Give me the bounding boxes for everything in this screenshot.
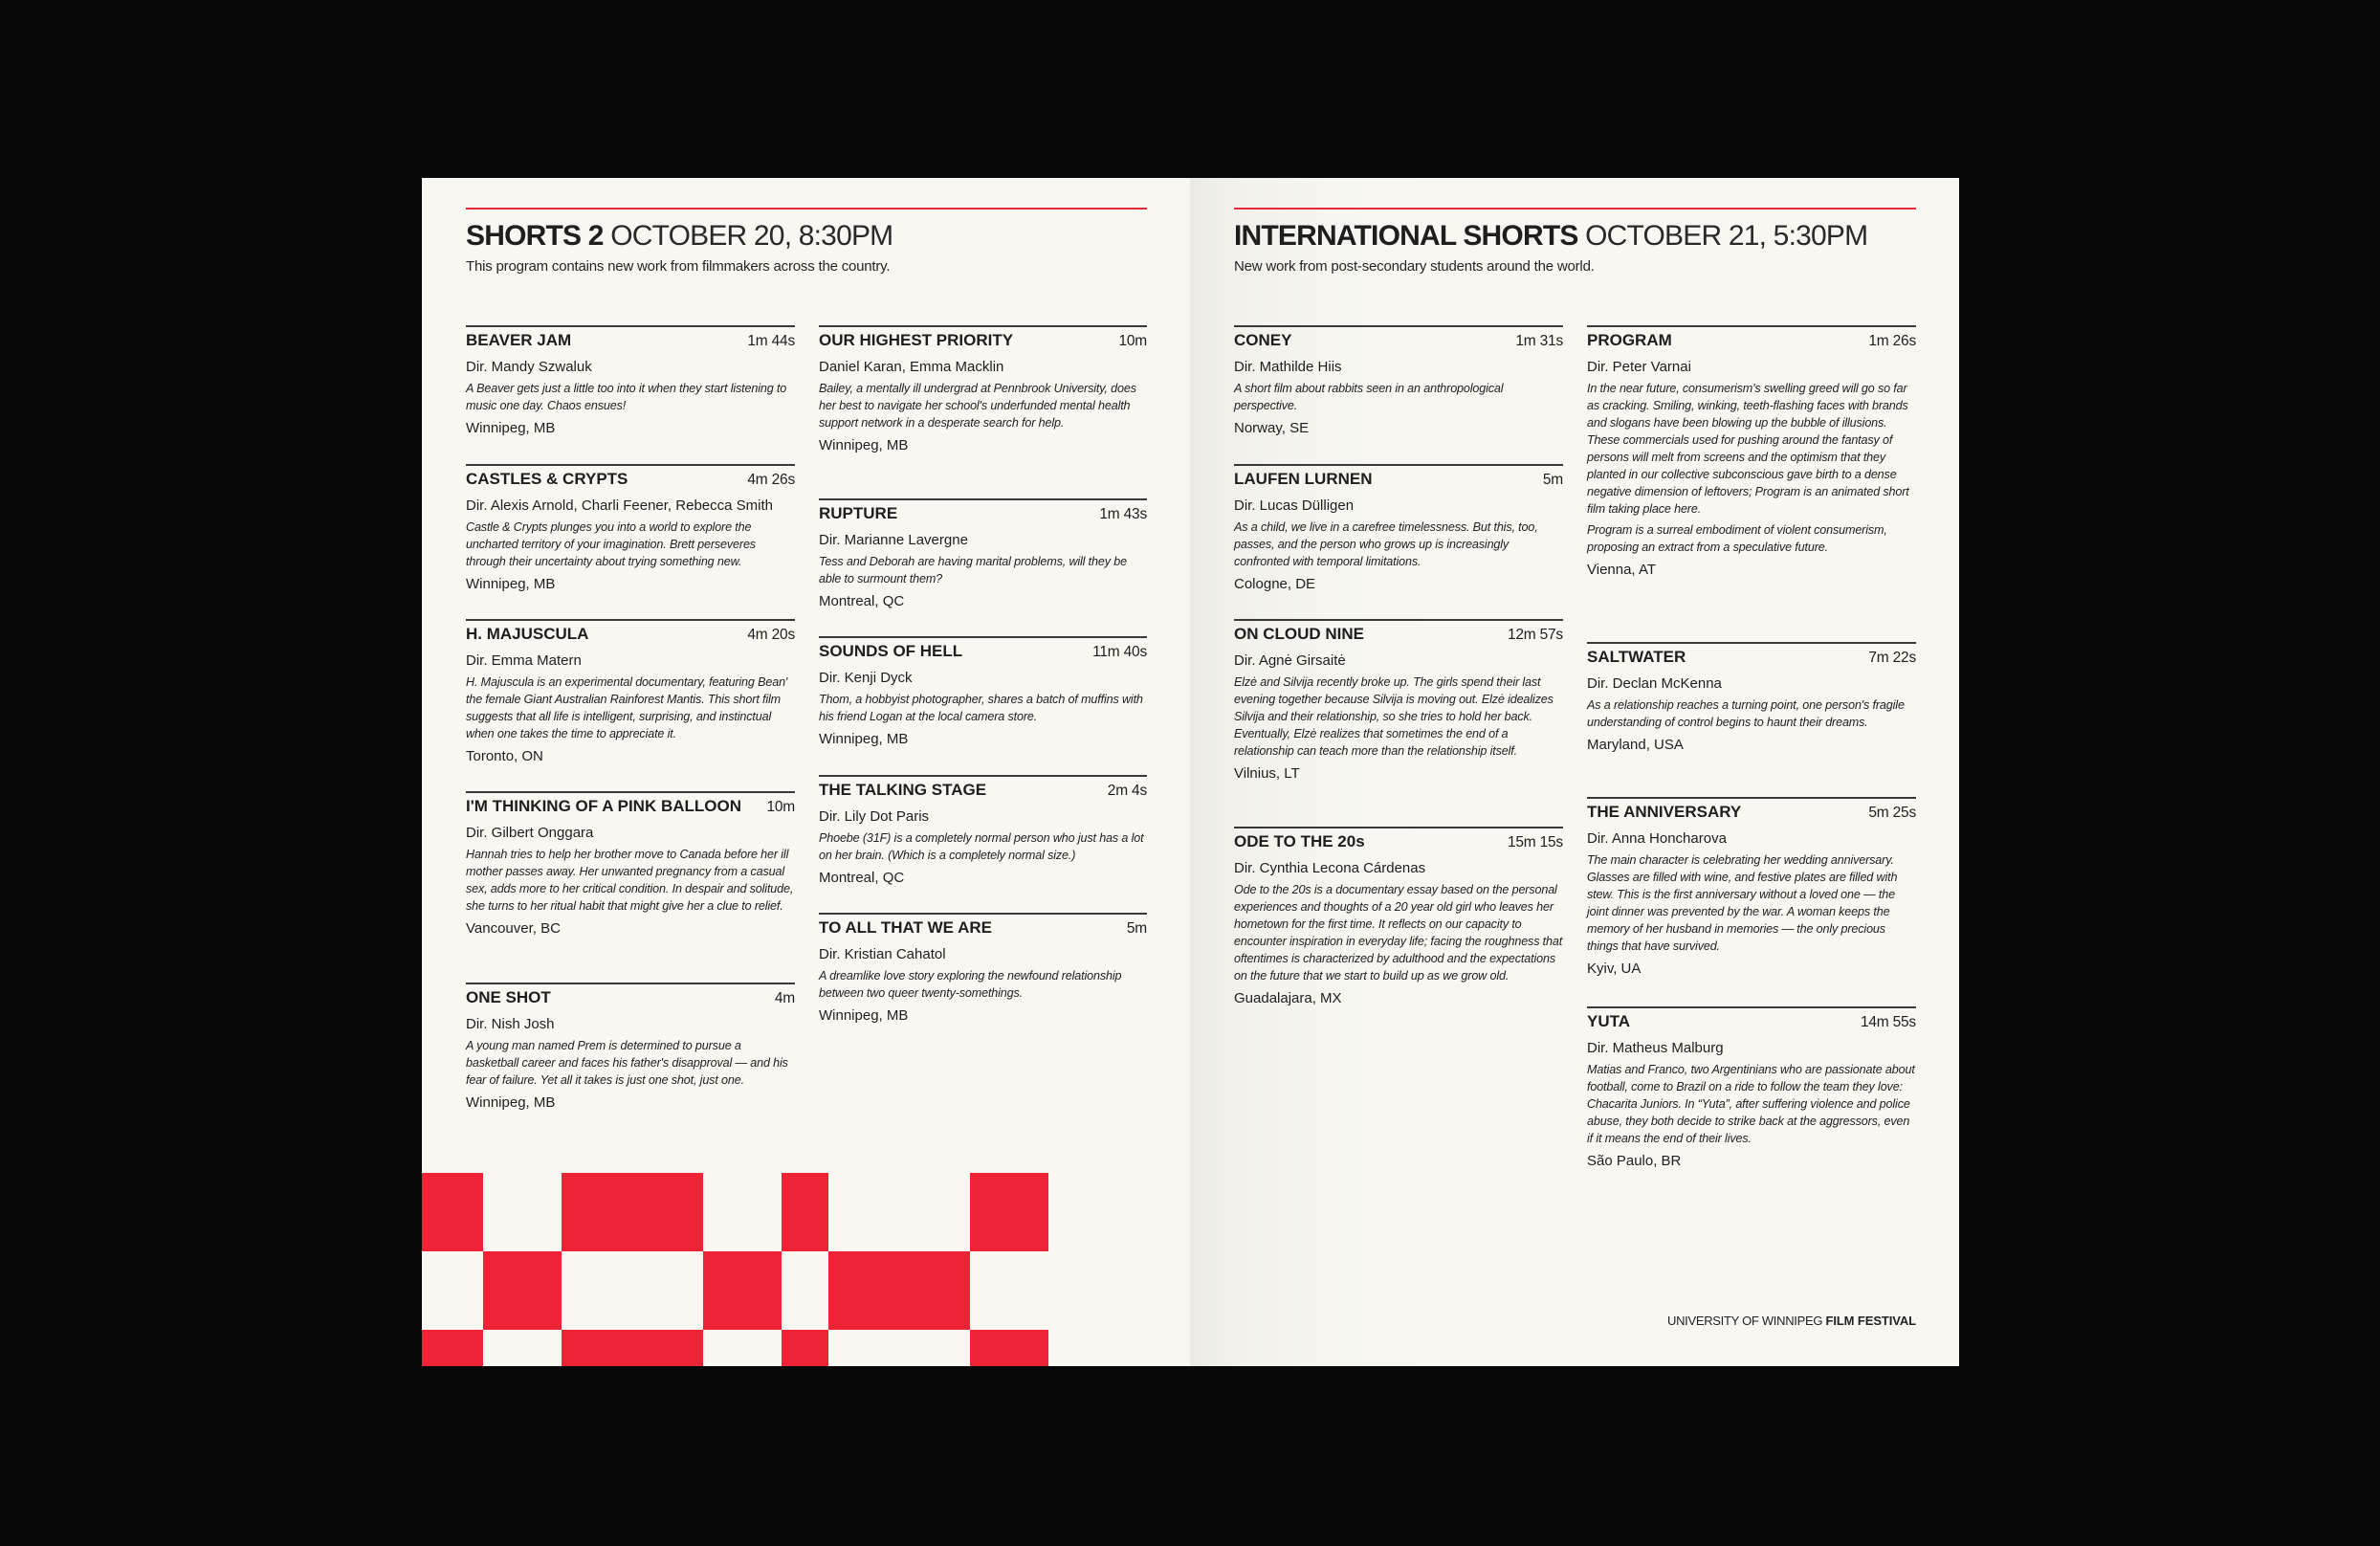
film-location: Winnipeg, MB xyxy=(819,437,909,453)
film-header-row xyxy=(819,781,1147,802)
red-rule xyxy=(1234,208,1916,210)
film-description xyxy=(466,519,795,570)
film-header-row xyxy=(466,797,795,818)
program-name: SHORTS 2 xyxy=(466,220,604,252)
film-duration: 10m xyxy=(1118,333,1147,349)
film-description xyxy=(1234,881,1563,984)
film-description-paragraph: A short film about rabbits seen in an anthropological perspective. xyxy=(1234,382,1504,412)
film-description xyxy=(1234,380,1563,414)
film-duration: 4m xyxy=(774,990,795,1006)
film-title: THE ANNIVERSARY xyxy=(1587,803,1742,821)
program-title xyxy=(1234,219,1867,254)
checker-pattern xyxy=(422,1173,1048,1366)
checker-cell xyxy=(828,1251,970,1330)
program-name: INTERNATIONAL SHORTS xyxy=(1234,220,1578,252)
film-entry-the-anniversary xyxy=(1587,797,1916,979)
right-page xyxy=(1190,178,1959,1366)
film-location: Winnipeg, MB xyxy=(466,576,556,592)
film-director: Dir. Mandy Szwaluk xyxy=(466,359,592,375)
film-title: H. MAJUSCULA xyxy=(466,625,589,643)
film-location: Winnipeg, MB xyxy=(466,420,556,436)
film-director: Dir. Matheus Malburg xyxy=(1587,1040,1724,1056)
film-entry-i-m-thinking-of-a-pink-balloon xyxy=(466,791,795,939)
checker-cell xyxy=(782,1173,828,1251)
film-entry-to-all-that-we-are xyxy=(819,913,1147,1026)
film-director: Dir. Mathilde Hiis xyxy=(1234,359,1342,375)
checker-cell xyxy=(970,1173,1048,1251)
film-description xyxy=(1234,519,1563,570)
film-description xyxy=(466,846,795,915)
film-description-paragraph: Bailey, a mentally ill undergrad at Pennbrook University, does her best to navigate her school's underfunded mental health support network in a desperate search for help. xyxy=(819,382,1136,430)
film-duration: 2m 4s xyxy=(1107,783,1147,799)
film-director: Dir. Marianne Lavergne xyxy=(819,532,968,548)
film-location: São Paulo, BR xyxy=(1587,1153,1682,1169)
film-director: Dir. Peter Varnai xyxy=(1587,359,1691,375)
film-title: I'M THINKING OF A PINK BALLOON xyxy=(466,797,741,815)
film-header-row xyxy=(819,918,1147,939)
film-header-row xyxy=(1587,1012,1916,1033)
film-title: YUTA xyxy=(1587,1012,1631,1030)
film-description xyxy=(819,691,1147,725)
film-duration: 1m 31s xyxy=(1515,333,1563,349)
film-description-paragraph: A young man named Prem is determined to pursue a basketball career and faces his father's disapproval — and his fear of failure. Yet all it takes is just one shot, just one. xyxy=(466,1039,788,1087)
film-title: CASTLES & CRYPTS xyxy=(466,470,628,488)
film-location: Cologne, DE xyxy=(1234,576,1316,592)
red-rule xyxy=(466,208,1147,210)
film-header-row xyxy=(1587,803,1916,824)
film-title: CONEY xyxy=(1234,331,1292,349)
film-location: Winnipeg, MB xyxy=(819,1007,909,1024)
film-director: Dir. Lily Dot Paris xyxy=(819,808,930,825)
film-title: BEAVER JAM xyxy=(466,331,572,349)
film-duration: 10m xyxy=(766,799,795,815)
film-entry-ode-to-the-20s xyxy=(1234,827,1563,1008)
film-entry-sounds-of-hell xyxy=(819,636,1147,749)
film-duration: 1m 26s xyxy=(1868,333,1916,349)
film-header-row xyxy=(466,470,795,491)
film-duration: 15m 15s xyxy=(1507,834,1563,850)
film-entry-castles-crypts xyxy=(466,464,795,594)
footer-emphasis: FILM FESTIVAL xyxy=(1825,1314,1916,1328)
checker-cell xyxy=(562,1173,703,1251)
film-duration: 12m 57s xyxy=(1507,627,1563,643)
checker-cell xyxy=(422,1173,483,1251)
film-entry-beaver-jam xyxy=(466,325,795,438)
film-header-row xyxy=(1234,331,1563,352)
film-title: SOUNDS OF HELL xyxy=(819,642,963,660)
film-title: TO ALL THAT WE ARE xyxy=(819,918,993,937)
checker-cell xyxy=(970,1330,1048,1366)
film-duration: 5m xyxy=(1126,920,1147,937)
film-description-paragraph: Matias and Franco, two Argentinians who are passionate about football, come to Brazil on a ride to follow the team they love: Chacarita Juniors. In “Yuta”, after suffering violence and police abuse, they both decide to strike back at the aggressors, even if it means the end of their lives. xyxy=(1587,1063,1915,1145)
film-duration: 4m 26s xyxy=(747,472,795,488)
checker-cell xyxy=(483,1251,562,1330)
film-header-row xyxy=(466,988,795,1009)
film-location: Vienna, AT xyxy=(1587,562,1656,578)
film-title: THE TALKING STAGE xyxy=(819,781,987,799)
film-description-paragraph: Phoebe (31F) is a completely normal person who just has a lot on her brain. (Which is a completely normal size.) xyxy=(819,831,1144,862)
film-director: Daniel Karan, Emma Macklin xyxy=(819,359,1004,375)
checker-cell xyxy=(422,1330,483,1366)
left-page xyxy=(422,178,1190,1366)
footer-prefix: UNIVERSITY OF WINNIPEG xyxy=(1666,1314,1823,1328)
film-header-row xyxy=(466,331,795,352)
film-description xyxy=(819,829,1147,864)
film-description-paragraph: Ode to the 20s is a documentary essay based on the personal experiences and thoughts of a 20 year old girl who leaves her hometown for the first time. It reflects on our capacity to encounter inspiration in everyday life; facing the roughness that oftentimes is characterized by adulthood and the expectations on the future that we start to build up as we grow old. xyxy=(1234,883,1563,983)
film-header-row xyxy=(819,331,1147,352)
film-director: Dir. Kenji Dyck xyxy=(819,670,913,686)
film-location: Toronto, ON xyxy=(466,748,543,764)
program-title xyxy=(466,219,892,254)
film-duration: 4m 20s xyxy=(747,627,795,643)
film-description-paragraph: A dreamlike love story exploring the newfound relationship between two queer twenty-somethings. xyxy=(819,969,1122,1000)
film-location: Winnipeg, MB xyxy=(819,731,909,747)
film-title: ONE SHOT xyxy=(466,988,551,1006)
film-entry-our-highest-priority xyxy=(819,325,1147,455)
film-entry-yuta xyxy=(1587,1006,1916,1171)
film-header-row xyxy=(1234,832,1563,853)
film-title: PROGRAM xyxy=(1587,331,1672,349)
film-duration: 7m 22s xyxy=(1868,650,1916,666)
film-location: Montreal, QC xyxy=(819,870,905,886)
film-description-paragraph: Castle & Crypts plunges you into a world to explore the uncharted territory of your imagination. Brett perseveres through their uncertainty about trying something new. xyxy=(466,520,756,568)
film-entry-the-talking-stage xyxy=(819,775,1147,888)
film-entry-on-cloud-nine xyxy=(1234,619,1563,784)
film-duration: 14m 55s xyxy=(1860,1014,1916,1030)
film-entry-h-majuscula xyxy=(466,619,795,766)
film-description xyxy=(466,1037,795,1089)
film-location: Winnipeg, MB xyxy=(466,1094,556,1111)
film-description-paragraph: A Beaver gets just a little too into it when they start listening to music one day. Chaos ensues! xyxy=(466,382,787,412)
film-location: Guadalajara, MX xyxy=(1234,990,1342,1006)
film-description-paragraph: Thom, a hobbyist photographer, shares a batch of muffins with his friend Logan at the local camera store. xyxy=(819,693,1143,723)
film-entry-saltwater xyxy=(1587,642,1916,755)
checker-cell xyxy=(562,1330,703,1366)
film-director: Dir. Kristian Cahatol xyxy=(819,946,946,962)
film-duration: 1m 43s xyxy=(1099,506,1147,522)
film-duration: 5m xyxy=(1542,472,1563,488)
film-entry-one-shot xyxy=(466,983,795,1113)
film-header-row xyxy=(1234,470,1563,491)
film-entry-laufen-lurnen xyxy=(1234,464,1563,594)
film-title: OUR HIGHEST PRIORITY xyxy=(819,331,1014,349)
film-description xyxy=(1587,380,1916,556)
film-description-paragraph: In the near future, consumerism's swelling greed will go so far as cracking. Smiling, winking, teeth-flashing faces with brands and slogans have been blowing up the bubble of illusions. These commercials used for pushing around the fantasy of persons will melt from screens and the optimism that they planted in our collective subconscious gave birth to a dense negative dimension of leftovers; Program is an animated short film taking place here. xyxy=(1587,382,1909,516)
film-duration: 5m 25s xyxy=(1868,805,1916,821)
film-director: Dir. Nish Josh xyxy=(466,1016,555,1032)
film-location: Kyiv, UA xyxy=(1587,961,1642,977)
film-header-row xyxy=(819,642,1147,663)
film-description xyxy=(466,674,795,742)
festival-footer xyxy=(1667,1314,1916,1328)
film-description xyxy=(1587,851,1916,955)
checker-cell xyxy=(703,1251,782,1330)
film-description xyxy=(1587,696,1916,731)
film-description xyxy=(466,380,795,414)
film-entry-rupture xyxy=(819,498,1147,611)
film-entry-program xyxy=(1587,325,1916,580)
film-title: ODE TO THE 20s xyxy=(1234,832,1365,850)
film-director: Dir. Anna Honcharova xyxy=(1587,830,1727,847)
film-description-paragraph: Elzė and Silvija recently broke up. The girls spend their last evening together because Silvija is moving out. Elzė idealizes Silvija and their relationship, so she tries to hold her back. Eventually, Elzė realizes that sometimes the end of a relationship can teach more than the relationship itself. xyxy=(1234,675,1554,758)
film-entry-coney xyxy=(1234,325,1563,438)
film-location: Montreal, QC xyxy=(819,593,905,609)
film-title: LAUFEN LURNEN xyxy=(1234,470,1373,488)
film-title: ON CLOUD NINE xyxy=(1234,625,1364,643)
film-location: Maryland, USA xyxy=(1587,737,1684,753)
film-location: Norway, SE xyxy=(1234,420,1310,436)
film-location: Vilnius, LT xyxy=(1234,765,1300,782)
film-description-paragraph: As a child, we live in a carefree timelessness. But this, too, passes, and the person who grows up is increasingly confronted with temporal limitations. xyxy=(1234,520,1538,568)
program-datetime: OCTOBER 21, 5:30PM xyxy=(1585,220,1868,252)
film-title: SALTWATER xyxy=(1587,648,1686,666)
film-director: Dir. Declan McKenna xyxy=(1587,675,1722,692)
program-datetime: OCTOBER 20, 8:30PM xyxy=(610,220,893,252)
film-description xyxy=(1587,1061,1916,1147)
film-director: Dir. Gilbert Onggara xyxy=(466,825,594,841)
film-director: Dir. Cynthia Lecona Cárdenas xyxy=(1234,860,1426,876)
film-header-row xyxy=(1234,625,1563,646)
film-header-row xyxy=(819,504,1147,525)
film-description-paragraph: As a relationship reaches a turning point, one person's fragile understanding of control begins to haunt their dreams. xyxy=(1587,698,1905,729)
film-description xyxy=(1234,674,1563,760)
film-director: Dir. Lucas Dülligen xyxy=(1234,497,1355,514)
film-description-paragraph: Tess and Deborah are having marital problems, will they be able to surmount them? xyxy=(819,555,1127,585)
film-description xyxy=(819,380,1147,431)
film-description-paragraph: Hannah tries to help her brother move to Canada before her ill mother passes away. Her unwanted pregnancy from a casual sex, adds more to her critical condition. In despair and solitude, she turns to her ritual habit that might give her a clue to relief. xyxy=(466,848,794,913)
film-director: Dir. Agnė Girsaitė xyxy=(1234,652,1346,669)
film-description xyxy=(819,553,1147,587)
film-director: Dir. Emma Matern xyxy=(466,652,582,669)
film-description xyxy=(819,967,1147,1002)
film-title: RUPTURE xyxy=(819,504,898,522)
film-director: Dir. Alexis Arnold, Charli Feener, Rebecca Smith xyxy=(466,497,773,514)
program-description: This program contains new work from filmmakers across the country. xyxy=(466,258,891,275)
program-description: New work from post-secondary students around the world. xyxy=(1234,258,1595,275)
film-description-paragraph: The main character is celebrating her wedding anniversary. Glasses are filled with wine, and festive plates are filled with stew. This is the first anniversary without a loved one — the joint dinner was prevented by the war. A woman keeps the memory of her husband in memories — the only precious things that have survived. xyxy=(1587,853,1898,953)
film-header-row xyxy=(1587,331,1916,352)
checker-cell xyxy=(782,1330,828,1366)
film-description-paragraph: Program is a surreal embodiment of violent consumerism, proposing an extract from a speculative future. xyxy=(1587,523,1887,554)
film-header-row xyxy=(466,625,795,646)
film-location: Vancouver, BC xyxy=(466,920,561,937)
film-duration: 1m 44s xyxy=(747,333,795,349)
film-description-paragraph: H. Majuscula is an experimental documentary, featuring Bean' the female Giant Australian Rainforest Mantis. This short film suggests that all life is intelligent, surprising, and instinctual when one takes the time to appreciate it. xyxy=(466,675,788,740)
film-duration: 11m 40s xyxy=(1092,644,1147,660)
film-header-row xyxy=(1587,648,1916,669)
